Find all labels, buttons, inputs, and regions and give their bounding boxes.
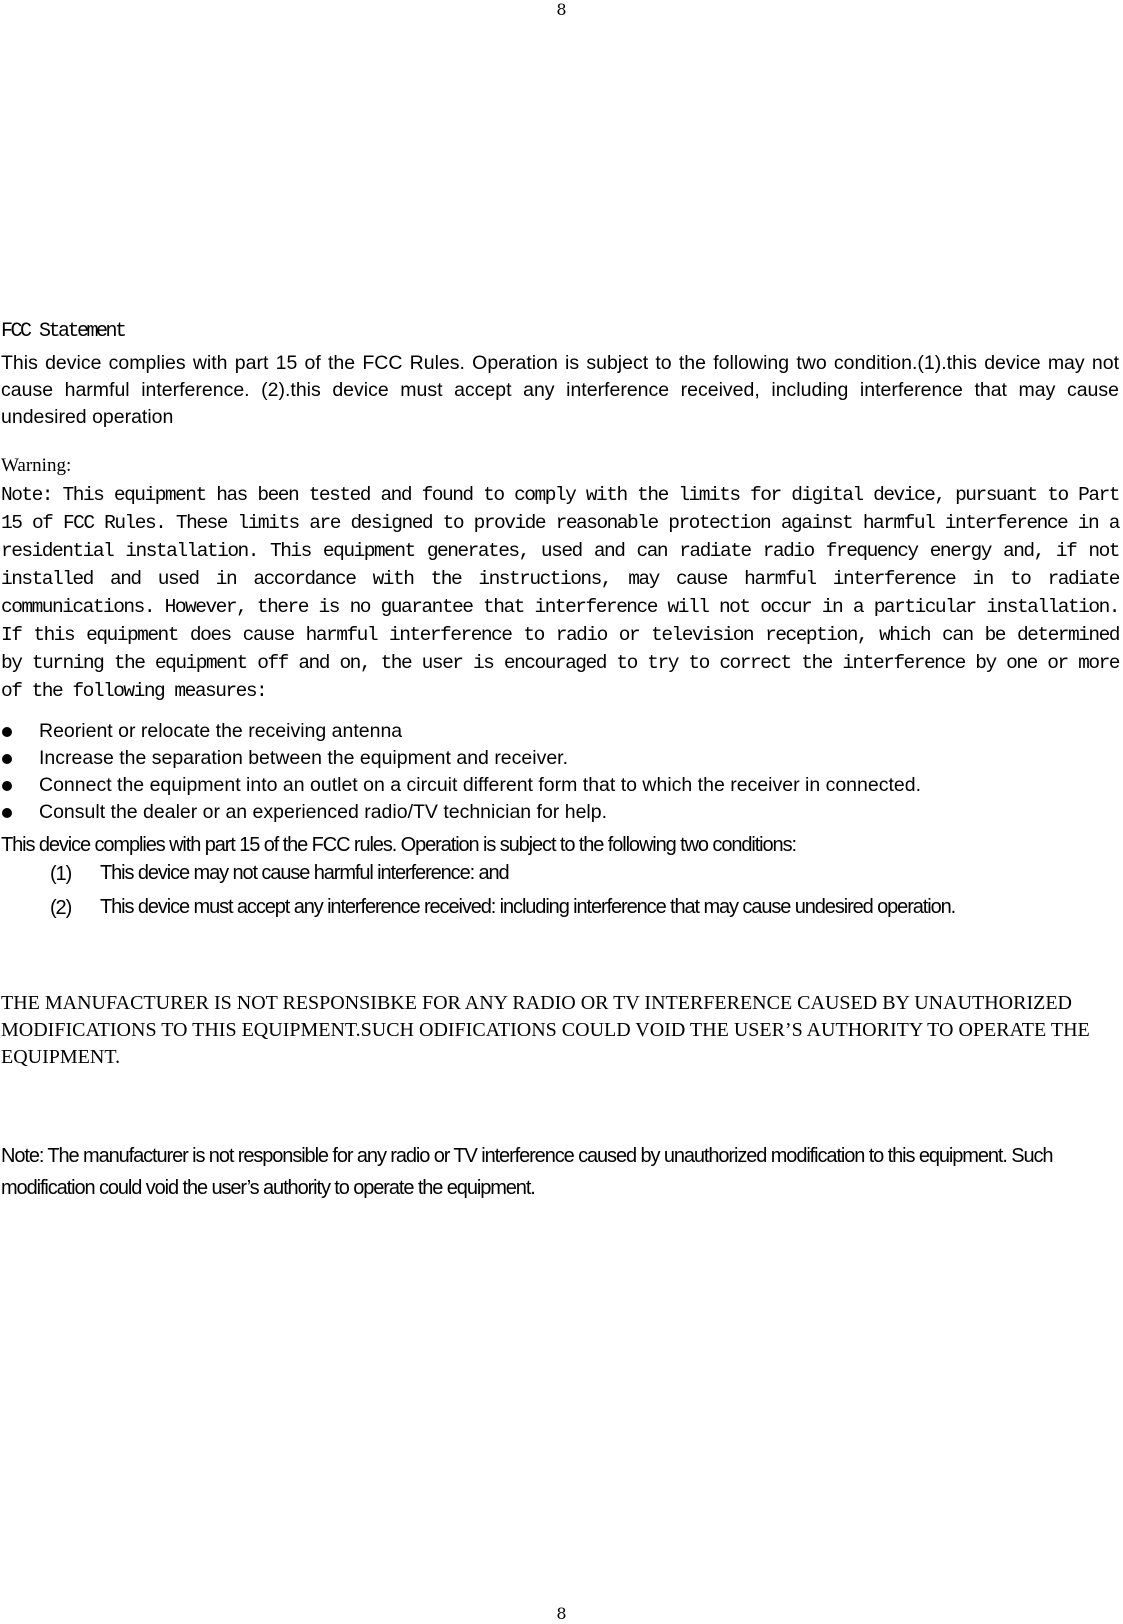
bullet-icon xyxy=(2,727,12,737)
measures-list xyxy=(1,718,921,826)
bullet-icon xyxy=(2,808,12,818)
warning-label: Warning: xyxy=(1,455,72,476)
conditions-intro: This device complies with part 15 of the FCC rules. Operation is subject to the following two conditions: xyxy=(1,834,796,856)
condition-number: (1) xyxy=(50,863,72,885)
fcc-statement-title: FCC Statement xyxy=(1,320,125,343)
manufacturer-notice: THE MANUFACTURER IS NOT RESPONSIBKE FOR ANY RADIO OR TV INTERFERENCE CAUSED BY UNAUTHORIZED MODIFICATIONS TO THIS EQUIPMENT.SUCH ODIFICATIONS COULD VOID THE USER’S AUTHORITY TO OPERATE THE EQUIPMENT. xyxy=(1,992,1090,1068)
measure-text: Consult the dealer or an experienced radio/TV technician for help. xyxy=(39,801,608,823)
measure-text: Reorient or relocate the receiving antenna xyxy=(39,720,403,742)
measure-text: Increase the separation between the equipment and receiver. xyxy=(39,747,569,769)
condition-text: This device must accept any interference received: including interference that may cause undesired operation. xyxy=(100,896,956,918)
measure-text: Connect the equipment into an outlet on a circuit different form that to which the receiver in connected. xyxy=(39,774,921,796)
page-number-bottom: 8 xyxy=(556,1604,567,1623)
condition-text: This device may not cause harmful interference: and xyxy=(100,862,509,884)
bullet-icon xyxy=(2,781,12,791)
list-item xyxy=(1,745,921,772)
fcc-statement-paragraph: This device complies with part 15 of the FCC Rules. Operation is subject to the following two condition.(1).this device may not cause harmful interference. (2).this device must accept any interference received, including interference that may cause undesired operation xyxy=(1,352,1119,428)
bullet-icon xyxy=(2,754,12,764)
condition-number: (2) xyxy=(50,897,72,919)
list-item xyxy=(1,772,921,799)
condition-item-2 xyxy=(50,897,1010,963)
list-item xyxy=(1,799,921,826)
final-note: Note: The manufacturer is not responsible for any radio or TV interference caused by unauthorized modification to this equipment. Such modification could void the user’s authority to operate the equipment. xyxy=(1,1145,1053,1199)
page-number-top: 8 xyxy=(556,0,567,19)
list-item xyxy=(1,718,921,745)
warning-note-paragraph: Note: This equipment has been tested and found to comply with the limits for digital device, pursuant to Part 15 of FCC Rules. These limits are designed to provide reasonable protection against harmful interference in a residential installation. This equipment generates, used and can radiate radio frequency energy and, if not installed and used in accordance with the instructions, may cause harmful interference in to radiate communications. However, there is no guarantee that interference will not occur in a particular installation. If this equipment does cause harmful interference to radio or television reception, which can be determined by turning the equipment off and on, the user is encouraged to try to correct the interference by one or more of the following measures: xyxy=(1,484,1119,702)
